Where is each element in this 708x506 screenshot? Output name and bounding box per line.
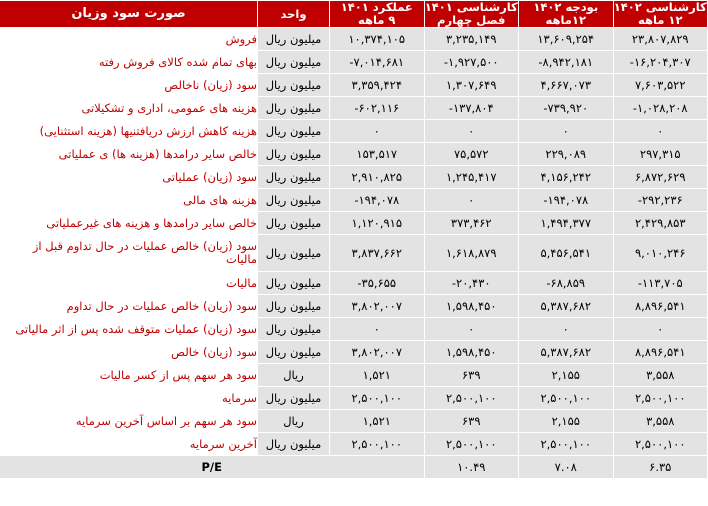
cell-unit: میلیون ریال bbox=[258, 387, 330, 410]
cell-value: ۳۷۳,۴۶۲ bbox=[424, 212, 519, 235]
cell-value: ۱۹۴,۰۷۸- bbox=[519, 189, 614, 212]
row-label: سود هر سهم پس از کسر مالیات bbox=[0, 364, 258, 387]
table-row bbox=[0, 120, 708, 143]
cell-value: ۰ bbox=[519, 120, 614, 143]
column-header-2 bbox=[424, 1, 519, 28]
cell-value: ۱,۲۴۵,۴۱۷ bbox=[424, 166, 519, 189]
cell-value: ۳,۳۵۹,۴۲۴ bbox=[330, 74, 425, 97]
cell-value: ۳,۸۳۷,۶۶۲ bbox=[330, 235, 425, 272]
row-label: سود (زیان) عملیات متوقف شده پس از اثر مالیاتی bbox=[0, 318, 258, 341]
cell-unit: میلیون ریال bbox=[258, 295, 330, 318]
table-row bbox=[0, 318, 708, 341]
cell-value: ۳۵,۶۵۵- bbox=[330, 272, 425, 295]
column-header-3-bottom: ۱۲ماهه bbox=[545, 13, 586, 28]
cell-value: ۷۳۹,۹۲۰- bbox=[519, 97, 614, 120]
cell-unit: میلیون ریال bbox=[258, 97, 330, 120]
cell-value: ۳,۵۵۸ bbox=[613, 364, 708, 387]
cell-value: ۵,۴۵۶,۵۴۱ bbox=[519, 235, 614, 272]
cell-unit: میلیون ریال bbox=[258, 272, 330, 295]
table-row bbox=[0, 28, 708, 51]
row-label: هزینه کاهش ارزش دریافتنیها (هزینه استثنایی) bbox=[0, 120, 258, 143]
cell-value: ۲,۱۵۵ bbox=[519, 410, 614, 433]
row-label: سود (زیان) عملیاتی bbox=[0, 166, 258, 189]
row-label: خالص سایر درامدها و هزینه های غیرعملیاتی bbox=[0, 212, 258, 235]
cell-unit: میلیون ریال bbox=[258, 318, 330, 341]
cell-value: ۱,۵۹۸,۴۵۰ bbox=[424, 341, 519, 364]
row-label: سود هر سهم بر اساس آخرین سرمایه bbox=[0, 410, 258, 433]
table-row bbox=[0, 189, 708, 212]
cell-value: ۶,۸۷۲,۶۲۹ bbox=[613, 166, 708, 189]
cell-value: ۸,۹۴۲,۱۸۱- bbox=[519, 51, 614, 74]
row-label: خالص سایر درامدها (هزینه ها) ی عملیاتی bbox=[0, 143, 258, 166]
column-header-3-top: بودجه ۱۴۰۲ bbox=[533, 0, 599, 14]
cell-value: ۲,۵۰۰,۱۰۰ bbox=[519, 387, 614, 410]
table-row bbox=[0, 97, 708, 120]
cell-value: ۲۹۲,۲۳۶- bbox=[613, 189, 708, 212]
cell-unit: میلیون ریال bbox=[258, 433, 330, 456]
cell-value: ۳,۸۰۲,۰۰۷ bbox=[330, 341, 425, 364]
row-label: بهای تمام شده کالای فروش رفته bbox=[0, 51, 258, 74]
cell-value: ۲,۱۵۵ bbox=[519, 364, 614, 387]
table-row bbox=[0, 51, 708, 74]
column-header-2-top: کارشناسی ۱۴۰۱ bbox=[424, 0, 518, 14]
column-header-4-top: کارشناسی ۱۴۰۲ bbox=[613, 0, 707, 14]
column-header-4 bbox=[613, 1, 708, 28]
table-row bbox=[0, 212, 708, 235]
table-row bbox=[0, 433, 708, 456]
cell-unit: میلیون ریال bbox=[258, 51, 330, 74]
cell-value: ۲,۹۱۰,۸۲۵ bbox=[330, 166, 425, 189]
cell-value: ۴,۱۵۶,۲۴۲ bbox=[519, 166, 614, 189]
row-label: هزینه های عمومی، اداری و تشکیلاتی bbox=[0, 97, 258, 120]
cell-unit: میلیون ریال bbox=[258, 120, 330, 143]
cell-unit: میلیون ریال bbox=[258, 166, 330, 189]
table-row bbox=[0, 341, 708, 364]
table-header bbox=[0, 1, 708, 28]
cell-value: ۱,۵۹۸,۴۵۰ bbox=[424, 295, 519, 318]
cell-value: ۰ bbox=[613, 318, 708, 341]
column-header-3 bbox=[519, 1, 614, 28]
pe-value: ۱۰.۴۹ bbox=[424, 456, 519, 479]
cell-value: ۴,۶۶۷,۰۷۳ bbox=[519, 74, 614, 97]
pe-row bbox=[0, 456, 708, 479]
column-header-1-bottom: ۹ ماهه bbox=[358, 13, 396, 28]
cell-value: ۰ bbox=[330, 318, 425, 341]
row-label: سود (زیان) خالص عملیات در حال تداوم bbox=[0, 295, 258, 318]
cell-unit: ریال bbox=[258, 410, 330, 433]
table-row bbox=[0, 364, 708, 387]
table-row bbox=[0, 74, 708, 97]
cell-value: ۱۱۳,۷۰۵- bbox=[613, 272, 708, 295]
cell-value: ۱,۵۲۱ bbox=[330, 410, 425, 433]
row-label: سود (زیان) ناخالص bbox=[0, 74, 258, 97]
cell-unit: میلیون ریال bbox=[258, 143, 330, 166]
cell-value: ۱,۶۱۸,۸۷۹ bbox=[424, 235, 519, 272]
table-row bbox=[0, 387, 708, 410]
cell-unit: ریال bbox=[258, 364, 330, 387]
row-label: آخرین سرمایه bbox=[0, 433, 258, 456]
cell-value: ۷۵,۵۷۲ bbox=[424, 143, 519, 166]
header-row bbox=[0, 1, 708, 28]
cell-value: ۶۸,۸۵۹- bbox=[519, 272, 614, 295]
cell-value: ۲,۵۰۰,۱۰۰ bbox=[330, 387, 425, 410]
cell-unit: میلیون ریال bbox=[258, 341, 330, 364]
cell-value: ۲۲۹,۰۸۹ bbox=[519, 143, 614, 166]
table-row bbox=[0, 295, 708, 318]
cell-value: ۰ bbox=[424, 120, 519, 143]
cell-value: ۸,۸۹۶,۵۴۱ bbox=[613, 295, 708, 318]
cell-unit: میلیون ریال bbox=[258, 235, 330, 272]
cell-value: ۶۳۹ bbox=[424, 410, 519, 433]
cell-value: ۳,۵۵۸ bbox=[613, 410, 708, 433]
pe-value: ۷.۰۸ bbox=[519, 456, 614, 479]
cell-value: ۰ bbox=[424, 318, 519, 341]
cell-value: ۱,۵۲۱ bbox=[330, 364, 425, 387]
cell-value: ۰ bbox=[519, 318, 614, 341]
cell-value: ۲,۵۰۰,۱۰۰ bbox=[519, 433, 614, 456]
table-row bbox=[0, 235, 708, 272]
cell-value: ۲,۵۰۰,۱۰۰ bbox=[424, 433, 519, 456]
row-label: سرمایه bbox=[0, 387, 258, 410]
table-body bbox=[0, 28, 708, 479]
cell-value: ۶۰۲,۱۱۶- bbox=[330, 97, 425, 120]
row-label: فروش bbox=[0, 28, 258, 51]
cell-value: ۸,۸۹۶,۵۴۱ bbox=[613, 341, 708, 364]
cell-value: ۷,۰۱۴,۶۸۱- bbox=[330, 51, 425, 74]
cell-value: ۱,۴۹۴,۳۷۷ bbox=[519, 212, 614, 235]
row-label: مالیات bbox=[0, 272, 258, 295]
cell-value: ۱,۱۲۰,۹۱۵ bbox=[330, 212, 425, 235]
cell-value: ۳,۸۰۲,۰۰۷ bbox=[330, 295, 425, 318]
row-label: هزینه های مالی bbox=[0, 189, 258, 212]
cell-unit: میلیون ریال bbox=[258, 212, 330, 235]
cell-value: ۲,۵۰۰,۱۰۰ bbox=[424, 387, 519, 410]
column-header-4-bottom: ۱۲ ماهه bbox=[638, 13, 683, 28]
cell-value: ۲,۵۰۰,۱۰۰ bbox=[330, 433, 425, 456]
table-row bbox=[0, 410, 708, 433]
cell-value: ۵,۳۸۷,۶۸۲ bbox=[519, 295, 614, 318]
row-label: سود (زیان) خالص عملیات در حال تداوم قبل از مالیات bbox=[0, 235, 258, 272]
cell-value: ۱۶,۲۰۴,۳۰۷- bbox=[613, 51, 708, 74]
pe-label: P/E bbox=[0, 456, 424, 479]
cell-value: ۱۳,۶۰۹,۲۵۴ bbox=[519, 28, 614, 51]
cell-value: ۲,۴۲۹,۸۵۳ bbox=[613, 212, 708, 235]
cell-value: ۹,۰۱۰,۲۴۶ bbox=[613, 235, 708, 272]
cell-value: ۱۹۴,۰۷۸- bbox=[330, 189, 425, 212]
cell-value: ۲,۵۰۰,۱۰۰ bbox=[613, 387, 708, 410]
cell-value: ۲۳,۸۰۷,۸۲۹ bbox=[613, 28, 708, 51]
cell-value: ۱۵۳,۵۱۷ bbox=[330, 143, 425, 166]
cell-value: ۳,۲۳۵,۱۴۹ bbox=[424, 28, 519, 51]
cell-value: ۶۳۹ bbox=[424, 364, 519, 387]
table-row bbox=[0, 272, 708, 295]
table-row bbox=[0, 143, 708, 166]
column-header-1-top: عملکرد ۱۴۰۱ bbox=[340, 0, 413, 14]
cell-value: ۱۰,۳۷۴,۱۰۵ bbox=[330, 28, 425, 51]
cell-value: ۱,۹۲۷,۵۰۰- bbox=[424, 51, 519, 74]
cell-value: ۱۳۷,۸۰۴- bbox=[424, 97, 519, 120]
column-header-1 bbox=[330, 1, 425, 28]
cell-value: ۰ bbox=[424, 189, 519, 212]
row-label: سود (زیان) خالص bbox=[0, 341, 258, 364]
cell-unit: میلیون ریال bbox=[258, 28, 330, 51]
cell-value: ۷,۶۰۳,۵۲۲ bbox=[613, 74, 708, 97]
cell-value: ۵,۳۸۷,۶۸۲ bbox=[519, 341, 614, 364]
table-row bbox=[0, 166, 708, 189]
cell-value: ۱,۰۲۸,۲۰۸- bbox=[613, 97, 708, 120]
cell-value: ۰ bbox=[613, 120, 708, 143]
cell-value: ۲۹۷,۳۱۵ bbox=[613, 143, 708, 166]
column-header-2-bottom: فصل چهارم bbox=[437, 13, 506, 28]
cell-value: ۲۰,۴۳۰- bbox=[424, 272, 519, 295]
cell-unit: میلیون ریال bbox=[258, 189, 330, 212]
column-header-unit: واحد bbox=[258, 1, 330, 28]
cell-unit: میلیون ریال bbox=[258, 74, 330, 97]
pe-value: ۶.۳۵ bbox=[613, 456, 708, 479]
cell-value: ۰ bbox=[330, 120, 425, 143]
column-header-label: صورت سود وزیان bbox=[0, 1, 258, 28]
cell-value: ۲,۵۰۰,۱۰۰ bbox=[613, 433, 708, 456]
cell-value: ۱,۳۰۷,۶۴۹ bbox=[424, 74, 519, 97]
